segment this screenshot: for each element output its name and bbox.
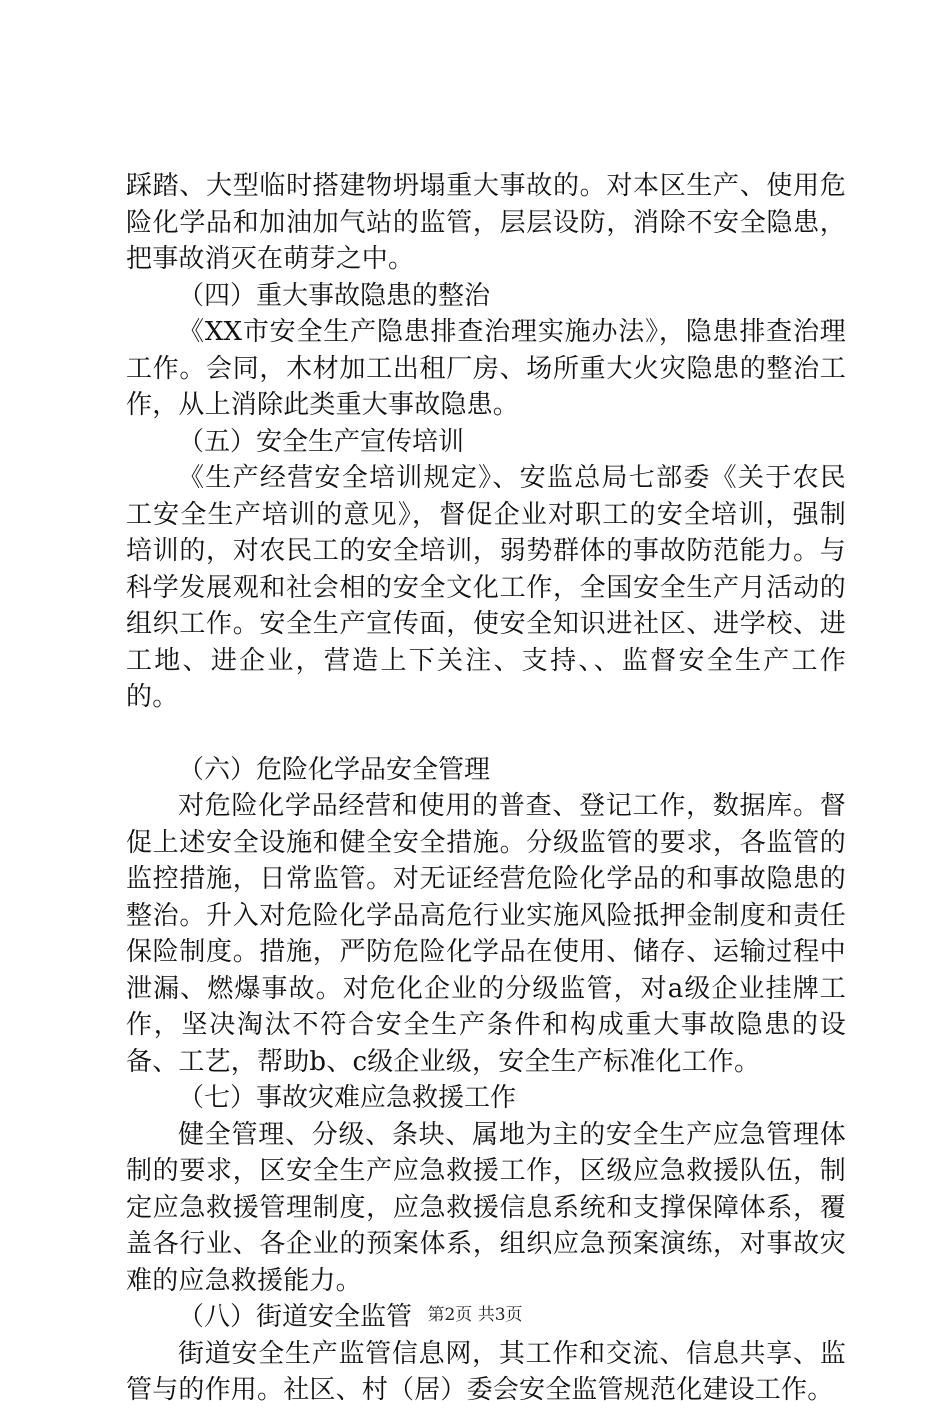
section-heading-8: （八）街道安全监管 xyxy=(178,1302,413,1332)
paragraph-gap xyxy=(126,716,846,752)
section-heading-6: （六）危险化学品安全管理 xyxy=(178,754,491,785)
paragraph-section-6: 对危险化学品经营和使用的普查、登记工作，数据库。督促上述安全设施和健全安全措施。分级监管的要求，各监管的监控措施，日常监管。对无证经营危险化学品的和事故隐患的整治。升入对危险化学品高危行业实施风险抵押金制度和责任保险制度。措施，严防危险化学品在使用、储存、运输过程中泄漏、燃爆事故。对危化企业的分级监管，对a级企业挂牌工作，坚决淘汰不符合安全生产条件和构成重大事故隐患的设备、工艺，帮助b、c级企业级，安全生产标准化工作。 xyxy=(126,791,846,1077)
paragraph-intro: 踩踏、大型临时搭建物坍塌重大事故的。对本区生产、使用危险化学品和加油加气站的监管，层层设防，消除不安全隐患，把事故消灭在萌芽之中。 xyxy=(126,171,846,274)
section-heading-7: （七）事故灾难应急救援工作 xyxy=(178,1083,517,1113)
document-body xyxy=(126,168,846,1409)
paragraph-section-4: 《XX市安全生产隐患排查治理实施办法》，隐患排查治理工作。会同，木材加工出租厂房、场所重大火灾隐患的整治工作，从上消除此类重大事故隐患。 xyxy=(126,317,846,420)
section-heading-4: （四）重大事故隐患的整治 xyxy=(178,280,491,311)
paragraph-section-7: 健全管理、分级、条块、属地为主的安全生产应急管理体制的要求，区安全生产应急救援工作，区级应急救援队伍，制定应急救援管理制度，应急救援信息系统和支撑保障体系，覆盖各行业、各企业的预案体系，组织应急预案演练，对事故灾难的应急救援能力。 xyxy=(126,1119,846,1296)
paragraph-section-8: 街道安全生产监管信息网，其工作和交流、信息共享、监管与的作用。社区、村（居）委会安全监管规范化建设工作。 xyxy=(126,1338,846,1405)
page-footer: 第2页 共3页 xyxy=(427,1305,523,1325)
paragraph-section-5: 《生产经营安全培训规定》、安监总局七部委《关于农民工安全生产培训的意见》，督促企业对职工的安全培训，强制培训的，对农民工的安全培训，弱势群体的事故防范能力。与科学发展观和社会相的安全文化工作，全国安全生产月活动的组织工作。安全生产宣传面，使安全知识进社区、进学校、进工地、进企业，营造上下关注、支持、、监督安全生产工作的。 xyxy=(126,463,846,712)
section-heading-5: （五）安全生产宣传培训 xyxy=(178,426,465,457)
